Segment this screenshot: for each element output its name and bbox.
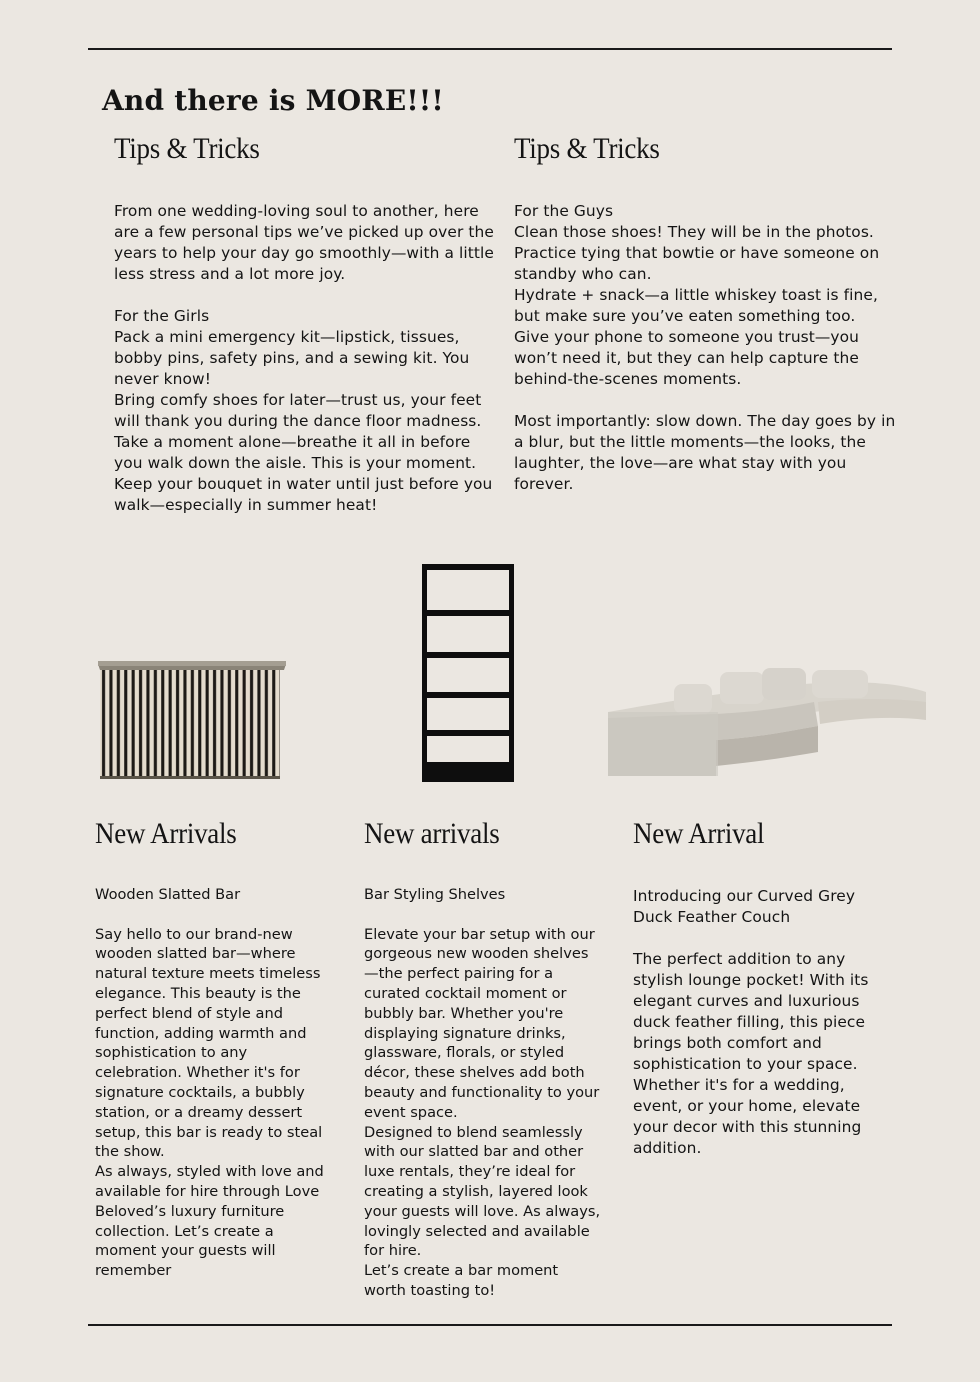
product-heading-bar: New Arrivals xyxy=(95,817,237,850)
tips-heading-right: Tips & Tricks xyxy=(514,132,660,165)
page-title: And there is MORE!!! xyxy=(102,84,444,117)
product-heading-couch: New Arrival xyxy=(633,817,765,850)
curved-couch-image xyxy=(604,662,930,782)
product-heading-shelves: New arrivals xyxy=(364,817,500,850)
product-body-bar: Wooden Slatted Bar Say hello to our brand-new wooden slatted bar—where natural texture meets timeless elegance. This beauty is the perfect blend of style and function, adding warmth and sophistication to any celebration. Whether it's for signature cocktails, a bubbly station, or a dreamy dessert setup, this bar is ready to steal the show. As always, styled with love and available for hire through Love Beloved’s luxury furniture collection. Let’s create a moment your guests will remember xyxy=(95,886,324,1280)
product-body-couch: Introducing our Curved Grey Duck Feather Couch The perfect addition to any stylish lounge pocket! With its elegant curves and luxurious duck feather filling, this piece brings both comfort and sophistication to your space. Whether it's for a wedding, event, or your home, elevate your decor with this stunning addition. xyxy=(633,887,869,1157)
tips-heading-left: Tips & Tricks xyxy=(114,132,260,165)
top-divider xyxy=(88,48,892,50)
tips-body-right: For the Guys Clean those shoes! They will be in the photos. Practice tying that bowtie or have someone on standby who can. Hydrate + snack—a little whiskey toast is fine, but make sure you’ve eaten something too. Give your phone to someone you trust—you won’t need it, but they can help capture the behind-the-scenes moments. Most importantly: slow down. The day goes by in a blur, but the little moments—the looks, the laughter, the love—are what stay with you forever. xyxy=(514,202,896,493)
slatted-bar-image xyxy=(94,658,290,782)
bar-shelves-image xyxy=(418,562,518,784)
tips-body-left: From one wedding-loving soul to another, here are a few personal tips we’ve picked up over the years to help your day go smoothly—with a little less stress and a lot more joy. For the Girls Pack a mini emergency kit—lipstick, tissues, bobby pins, safety pins, and a sewing kit. You never know! Bring comfy shoes for later—trust us, your feet will thank you during the dance floor madness. Take a moment alone—breathe it all in before you walk down the aisle. This is your moment. Keep your bouquet in water until just before you walk—especially in summer heat! xyxy=(114,202,494,514)
bottom-divider xyxy=(88,1324,892,1326)
product-body-shelves: Bar Styling Shelves Elevate your bar setup with our gorgeous new wooden shelves —the perfect pairing for a curated cocktail moment or bubbly bar. Whether you're displaying signature drinks, glassware, florals, or styled décor, these shelves add both beauty and functionality to your event space. Designed to blend seamlessly with our slatted bar and other luxe rentals, they’re ideal for creating a stylish, layered look your guests will love. As always, lovingly selected and available for hire. Let’s create a bar moment worth toasting to! xyxy=(364,886,601,1299)
